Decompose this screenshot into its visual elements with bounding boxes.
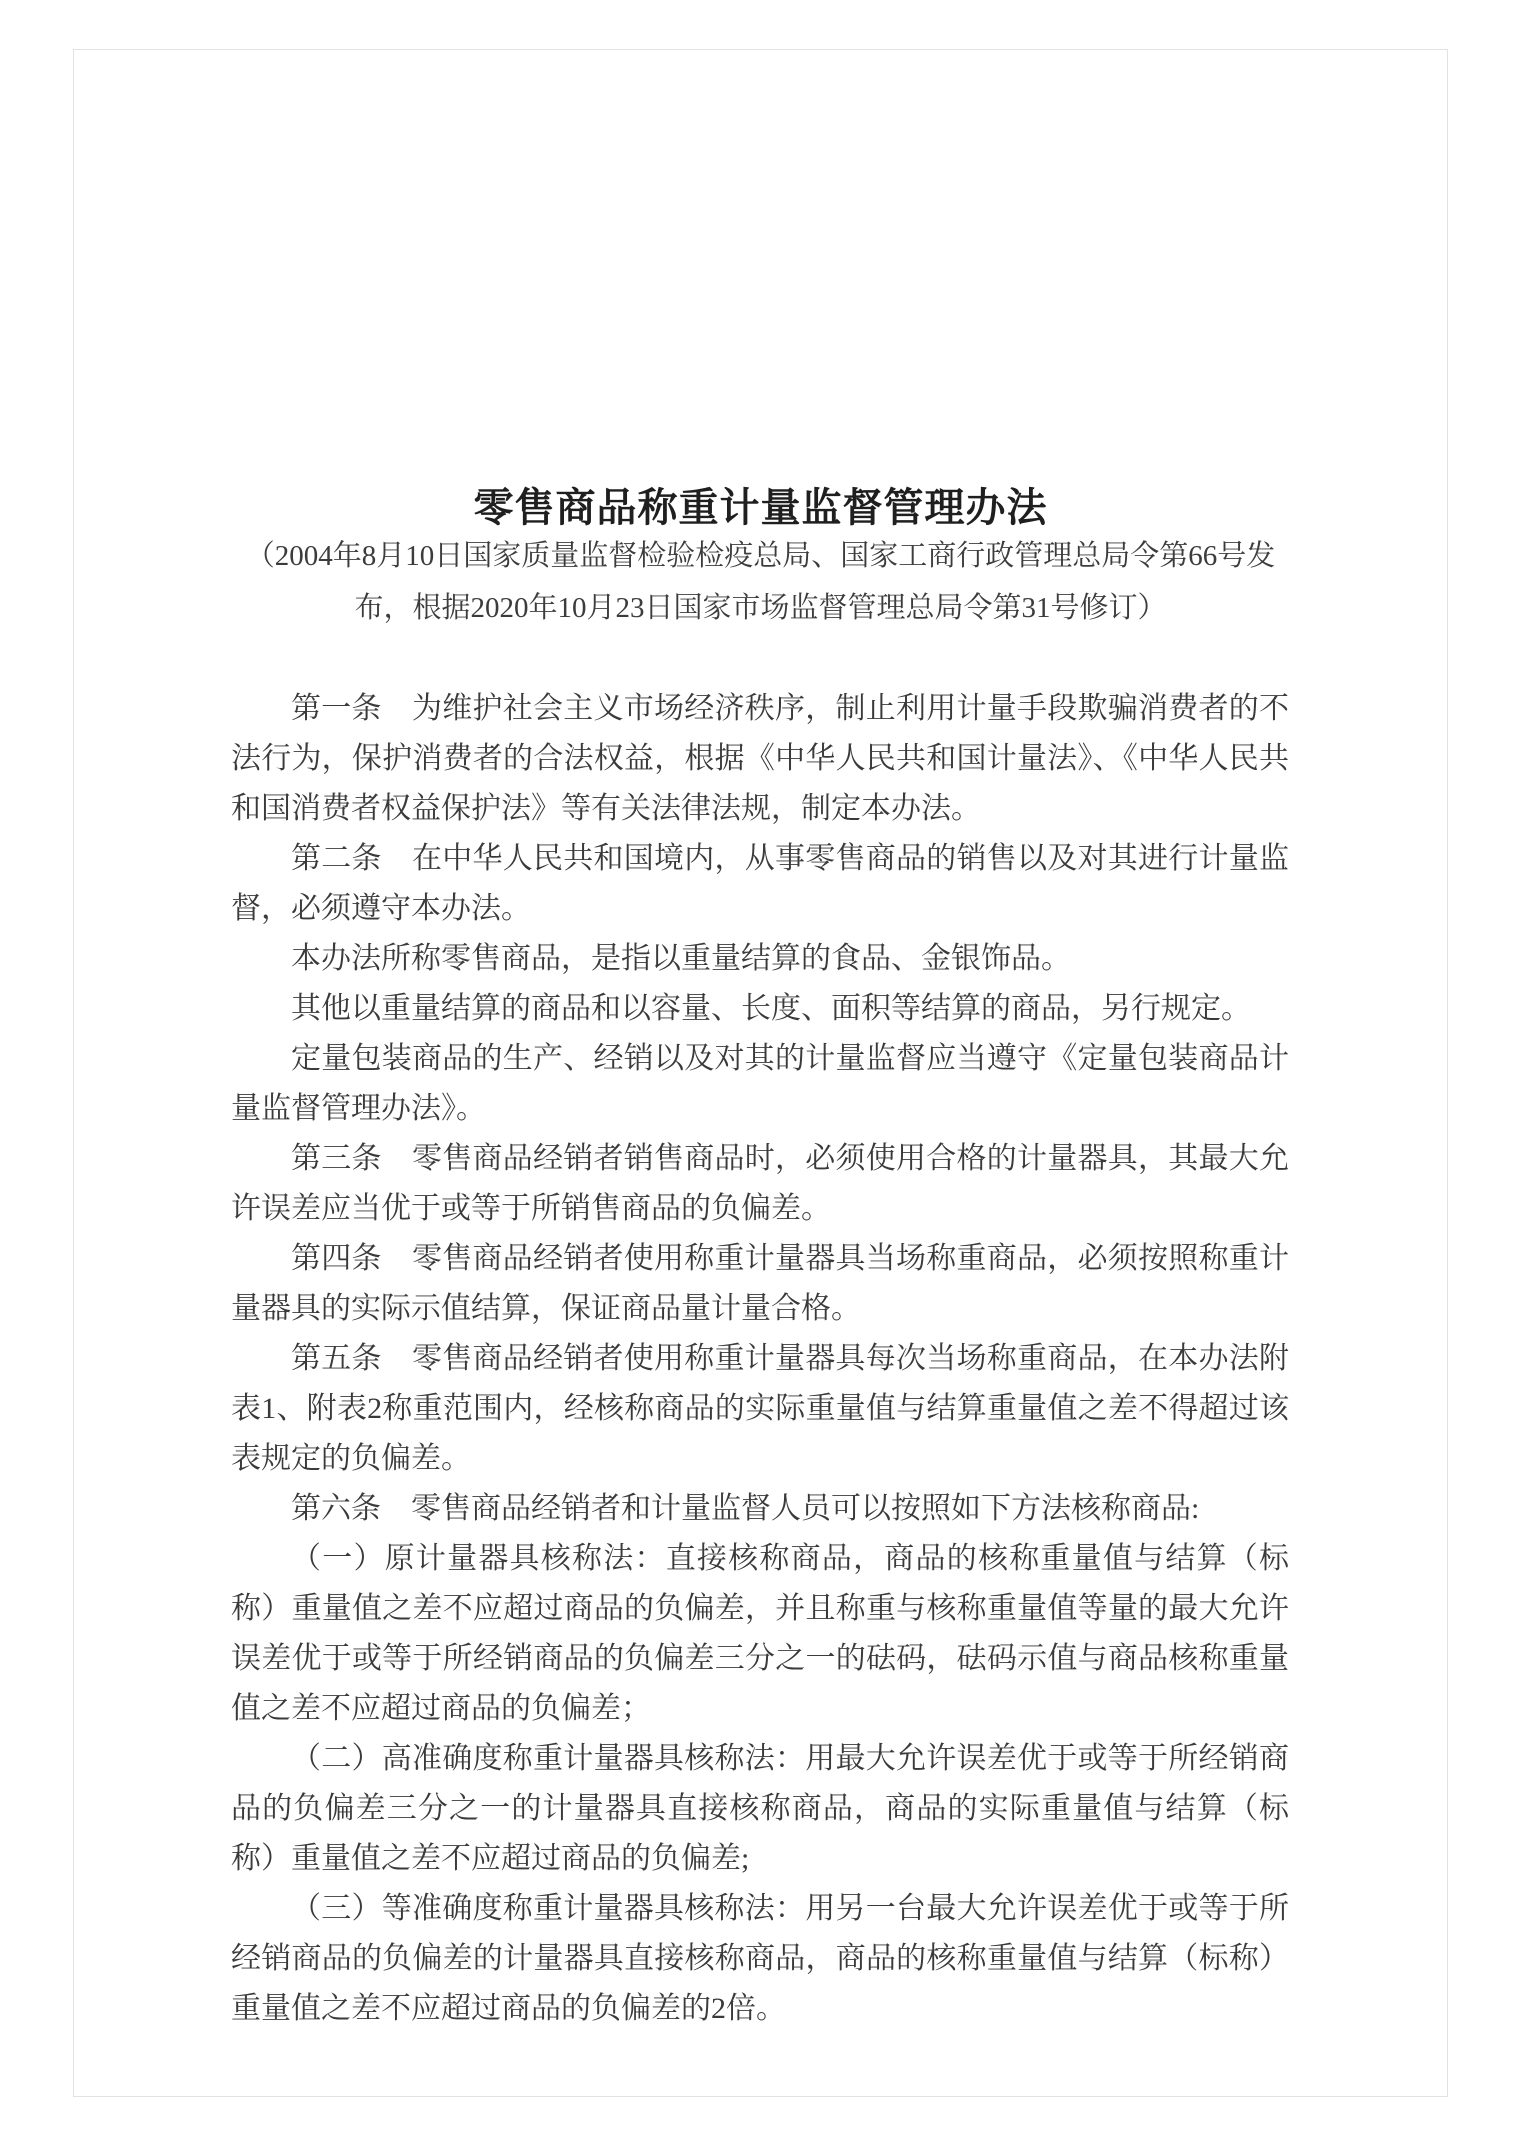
paragraph: 第三条 零售商品经销者销售商品时，必须使用合格的计量器具，其最大允许误差应当优于或等于所销售商品的负偏差。 (231, 1142, 1289, 1225)
document-subtitle (74, 530, 1447, 634)
paragraph: 第二条 在中华人民共和国境内，从事零售商品的销售以及对其进行计量监督，必须遵守本办法。 (231, 842, 1289, 925)
paragraph: 定量包装商品的生产、经销以及对其的计量监督应当遵守《定量包装商品计量监督管理办法》。 (231, 1042, 1289, 1125)
paragraph: 本办法所称零售商品，是指以重量结算的食品、金银饰品。 (291, 942, 1071, 975)
paragraph: （二）高准确度称重计量器具核称法：用最大允许误差优于或等于所经销商品的负偏差三分之一的计量器具直接核称商品，商品的实际重量值与结算（标称）重量值之差不应超过商品的负偏差; (231, 1742, 1289, 1875)
subtitle-line-1: （2004年8月10日国家质量监督检验检疫总局、国家工商行政管理总局令第66号发 (245, 540, 1276, 572)
paragraph: 其他以重量结算的商品和以容量、长度、面积等结算的商品，另行规定。 (291, 992, 1251, 1025)
subtitle-line-2: 布，根据2020年10月23日国家市场监督管理总局令第31号修订） (354, 592, 1167, 624)
document-body (231, 684, 1289, 2034)
document-page (73, 49, 1448, 2097)
paragraph: （三）等准确度称重计量器具核称法：用另一台最大允许误差优于或等于所经销商品的负偏差的计量器具直接核称商品，商品的核称重量值与结算（标称）重量值之差不应超过商品的负偏差的2倍。 (231, 1892, 1289, 2025)
paragraph: 第五条 零售商品经销者使用称重计量器具每次当场称重商品，在本办法附表1、附表2称重范围内，经核称商品的实际重量值与结算重量值之差不得超过该表规定的负偏差。 (231, 1342, 1289, 1475)
paragraph: 第一条 为维护社会主义市场经济秩序，制止利用计量手段欺骗消费者的不法行为，保护消费者的合法权益，根据《中华人民共和国计量法》、《中华人民共和国消费者权益保护法》等有关法律法规，制定本办法。 (231, 692, 1289, 825)
paragraph: 第六条 零售商品经销者和计量监督人员可以按照如下方法核称商品: (291, 1492, 1200, 1525)
paragraph: （一）原计量器具核称法：直接核称商品，商品的核称重量值与结算（标称）重量值之差不应超过商品的负偏差，并且称重与核称重量值等量的最大允许误差优于或等于所经销商品的负偏差三分之一的砝码，砝码示值与商品核称重量值之差不应超过商品的负偏差； (231, 1542, 1289, 1725)
document-title: 零售商品称重计量监督管理办法 (473, 485, 1048, 530)
paragraph: 第四条 零售商品经销者使用称重计量器具当场称重商品，必须按照称重计量器具的实际示值结算，保证商品量计量合格。 (231, 1242, 1289, 1325)
